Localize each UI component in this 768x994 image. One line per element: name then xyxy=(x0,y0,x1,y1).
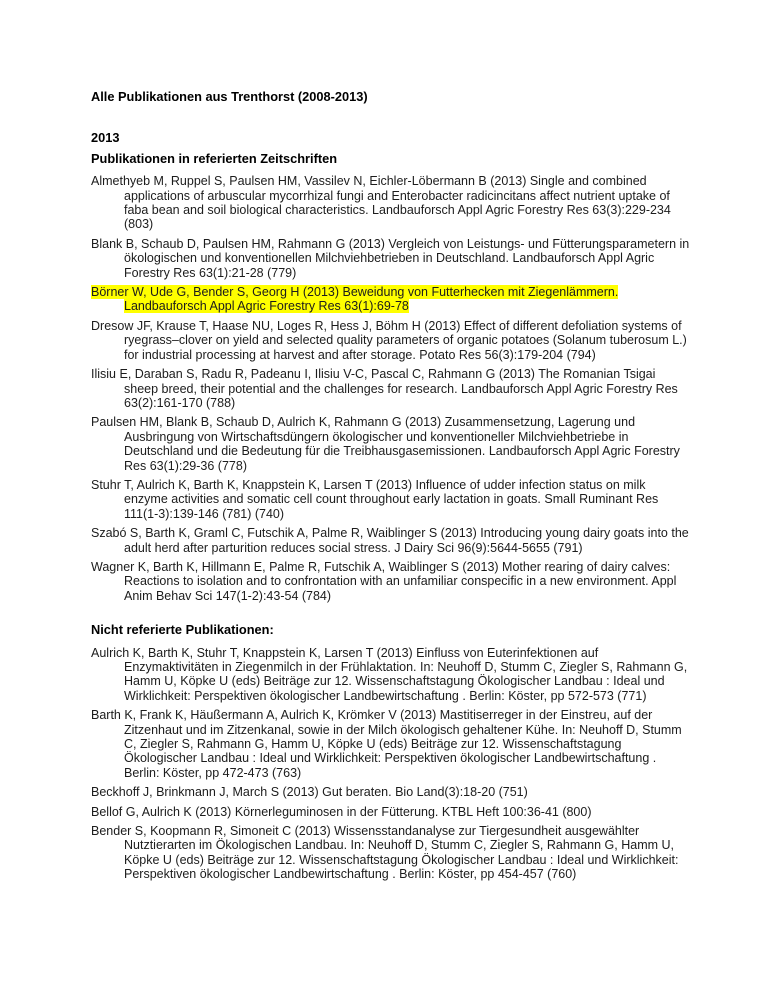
section-referred-publications xyxy=(91,152,691,603)
publication-entry: Barth K, Frank K, Häußermann A, Aulrich K, Krömker V (2013) Mastitiserreger in der Einstreu, auf der Zitzenhaut und im Zitzenkanal, sowie in der Milch ökologisch gehaltener Kühe. In: Neuhoff D, Stumm C, Ziegler S, Rahmann G, Hamm U, Köpke U (eds) Beiträge zur 12. Wissenschaftstagung Ökologischer Landbau : Ideal und Wirklichkeit: Perspektiven ökologischer Landbewirtschaftung . Berlin: Köster, pp 472-473 (763) xyxy=(91,708,682,780)
highlighted-publication-text: Börner W, Ude G, Bender S, Georg H (2013) Beweidung von Futterhecken mit Ziegenlämmern. Landbauforsch Appl Agric Forestry Res 63(1):69-78 xyxy=(91,285,619,314)
publication-entry: Blank B, Schaub D, Paulsen HM, Rahmann G (2013) Vergleich von Leistungs- und Fütterungsparametern in ökologischen und konventionellen Milchviehbetrieben in Deutschland. Landbauforsch Appl Agric Forestry Res 63(1):21-28 (779) xyxy=(91,236,690,280)
publication-entry: Wagner K, Barth K, Hillmann E, Palme R, Futschik A, Waiblinger S (2013) Mother rearing of dairy calves: Reactions to isolation and to confrontation with an unfamiliar conspecific in a new environment. Appl Anim Behav Sci 147(1-2):43-54 (784) xyxy=(91,559,677,603)
section-heading-referred: Publikationen in referierten Zeitschriften xyxy=(91,150,338,166)
publication-entry: Dresow JF, Krause T, Haase NU, Loges R, Hess J, Böhm H (2013) Effect of different defoliation systems of ryegrass–clover on yield and selected quality parameters of organic potatoes (Solanum tuberosum L.) for industrial processing at harvest and after storage. Potato Res 56(3):179-204 (794) xyxy=(91,318,687,362)
publication-entry: Bender S, Koopmann R, Simoneit C (2013) Wissensstandanalyse zur Tiergesundheit ausgewählter Nutztierarten im Ökologischen Landbau. In: Neuhoff D, Stumm C, Ziegler S, Rahmann G, Hamm U, Köpke U (eds) Beiträge zur 12. Wissenschaftstagung Ökologischer Landbau : Ideal und Wirklichkeit: Perspektiven ökologischer Landbewirtschaftung . Berlin: Köster, pp 454-457 (760) xyxy=(91,824,679,882)
document-title: Alle Publikationen aus Trenthorst (2008-2013) xyxy=(91,89,368,104)
publication-entry: Ilisiu E, Daraban S, Radu R, Padeanu I, Ilisiu V-C, Pascal C, Rahmann G (2013) The Romanian Tsigai sheep breed, their potential and the challenges for research. Landbauforsch Appl Agric Forestry Res 63(2):161-170 (788) xyxy=(91,367,678,410)
section-heading-non-referred: Nicht referierte Publikationen: xyxy=(91,622,274,638)
publication-entry: Stuhr T, Aulrich K, Barth K, Knappstein K, Larsen T (2013) Influence of udder infection status on milk enzyme activities and somatic cell count throughout early lactation in goats. Small Ruminant Res 111(1-3):139-146 (781) (740) xyxy=(91,477,659,521)
publication-entry: Almethyeb M, Ruppel S, Paulsen HM, Vassilev N, Eichler-Löbermann B (2013) Single and combined applications of arbuscular mycorrhizal fungi and Enterobacter radicincitans affect nutrient uptake of faba bean and soil biological characteristics. Landbauforsch Appl Agric Forestry Res 63(3):229-234 (803) xyxy=(91,174,671,232)
publication-entry: Beckhoff J, Brinkmann J, March S (2013) Gut beraten. Bio Land(3):18-20 (751) xyxy=(91,785,528,800)
year-heading: 2013 xyxy=(91,130,120,146)
publication-entry: Paulsen HM, Blank B, Schaub D, Aulrich K, Rahmann G (2013) Zusammensetzung, Lagerung und Ausbringung von Wirtschaftsdüngern ökologischer und konventioneller Milchviehbetriebe in Deutschland und die Bedeutung für die Treibhausgasemissionen. Landbauforsch Appl Agric Forestry Res 63(1):29-36 (778) xyxy=(91,415,680,473)
publication-entry: Szabó S, Barth K, Graml C, Futschik A, Palme R, Waiblinger S (2013) Introducing young dairy goats into the adult herd after parturition reduces social stress. J Dairy Sci 96(9):5644-5655 (791) xyxy=(91,526,689,555)
publication-entry-highlighted xyxy=(91,285,691,314)
publication-entry: Bellof G, Aulrich K (2013) Körnerleguminosen in der Fütterung. KTBL Heft 100:36-41 (800) xyxy=(91,804,592,819)
publication-entry: Aulrich K, Barth K, Stuhr T, Knappstein K, Larsen T (2013) Einfluss von Euterinfektionen auf Enzymaktivitäten in Ziegenmilch in der Frühlaktation. In: Neuhoff D, Stumm C, Ziegler S, Rahmann G, Hamm U, Köpke U (eds) Beiträge zur 12. Wissenschaftstagung Ökologischer Landbau : Ideal und Wirklichkeit: Perspektiven ökologischer Landbewirtschaftung . Berlin: Köster, pp 572-573 (771) xyxy=(91,645,688,703)
section-non-referred-publications xyxy=(91,623,691,882)
